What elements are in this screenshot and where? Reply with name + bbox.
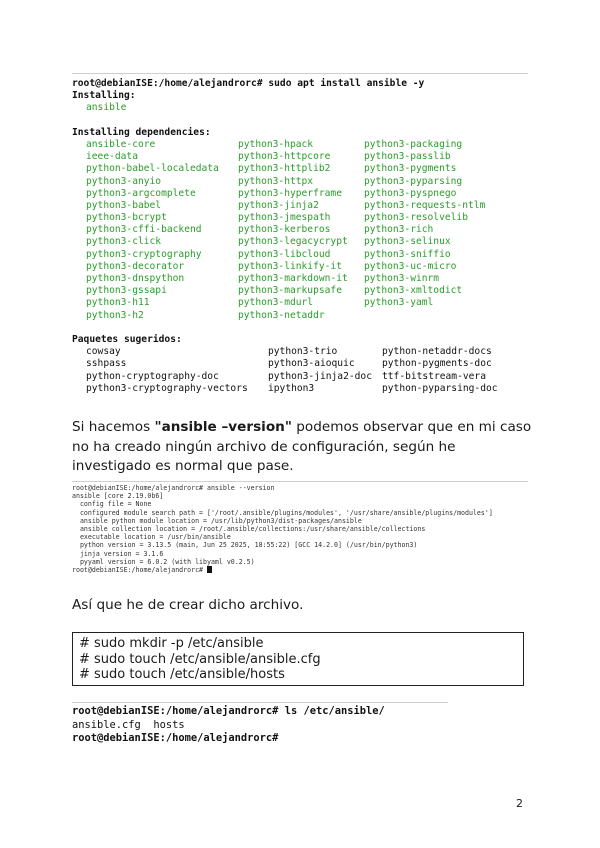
package-name: python-cryptography-doc (86, 370, 219, 382)
package-name: python3-h2 (86, 309, 144, 321)
package-name: ansible-core (86, 138, 156, 150)
package-name: python3-pyspnego (364, 187, 457, 199)
package-name: python3-cryptography-vectors (86, 382, 248, 394)
package-name: python3-trio (268, 346, 338, 358)
package-name: python-pyparsing-doc (382, 382, 498, 394)
package-name: python3-cryptography (86, 248, 202, 260)
paragraph-text-after: podemos observar que en mi caso no ha creado ningún archivo de configuración, según he investigado es normal que pase. (72, 419, 532, 474)
ls-prompt-line: root@debianISE:/home/alejandrorc# ls /etc/ansible/ (72, 705, 385, 717)
version-output-line: pyyaml version = 6.0.2 (with libyaml v0.2.5) (72, 557, 255, 566)
package-name: python3-markupsafe (238, 285, 342, 297)
dependencies-label: Installing dependencies: (72, 126, 211, 138)
package-name: python3-rich (364, 224, 434, 236)
package-name: python3-hpack (238, 138, 314, 150)
terminal-ls (72, 702, 448, 746)
package-name: python3-gssapi (86, 285, 167, 297)
package-row (72, 310, 528, 322)
commands-box (72, 632, 524, 686)
package-name: python3-winrm (364, 273, 440, 284)
package-row (72, 297, 528, 309)
paragraph-create-file: Así que he de crear dicho archivo. (72, 597, 304, 613)
paragraph-version-note (72, 418, 532, 477)
version-final-prompt-line (72, 566, 528, 574)
package-name: python-pygments-doc (382, 358, 492, 370)
package-row (72, 371, 528, 383)
package-name: python3-mdurl (238, 297, 314, 309)
package-name: python3-pygments (364, 163, 457, 175)
package-name: python3-cffi-backend (86, 224, 202, 236)
suggested-list (72, 346, 528, 395)
package-name: cowsay (86, 346, 121, 358)
package-name: python3-requests-ntlm (364, 199, 486, 211)
paragraph-text-before: Si hacemos (72, 419, 155, 435)
version-output-line: ansible [core 2.19.0b6] (72, 492, 164, 501)
package-name: ipython3 (268, 382, 315, 394)
package-name: python3-netaddr (238, 309, 325, 321)
paragraph-command-highlight: "ansible –version" (154, 419, 292, 435)
command-line: # sudo touch /etc/ansible/ansible.cfg (79, 651, 321, 667)
version-output-line: root@debianISE:/home/alejandrorc# ansible --version (72, 484, 275, 492)
package-name: python3-argcomplete (86, 187, 196, 199)
package-name: python3-selinux (364, 236, 451, 248)
package-name: python3-jinja2-doc (268, 370, 372, 382)
package-row (72, 249, 528, 261)
package-row (72, 383, 528, 395)
package-name: ieee-data (86, 151, 138, 163)
package-row (72, 139, 528, 151)
page-number: 2 (516, 797, 523, 810)
version-output-line: ansible collection location = /root/.ansible/collections:/usr/share/ansible/collections (72, 524, 426, 533)
package-name: python3-click (86, 236, 162, 248)
package-name: python3-decorator (86, 260, 185, 272)
package-name: python3-sniffio (364, 248, 451, 260)
version-output-line: configured module search path = ['/root/.ansible/plugins/modules', '/usr/share/ansible/plugins/modules'] (72, 508, 493, 517)
package-name: python3-anyio (86, 175, 162, 187)
installing-label: Installing: (72, 90, 136, 102)
dependencies-list (72, 139, 528, 322)
package-name: python3-bcrypt (86, 212, 167, 224)
package-row (72, 188, 528, 200)
package-name: python3-httplib2 (238, 163, 331, 175)
installing-package: ansible (86, 102, 127, 114)
ls-output-line: ansible.cfg hosts (72, 718, 185, 731)
version-output-line: config file = None (72, 500, 152, 509)
package-name: python3-legacycrypt (238, 236, 348, 248)
package-name: python3-uc-micro (364, 260, 457, 272)
package-name: python3-aioquic (268, 358, 355, 370)
package-name: python3-babel (86, 199, 162, 211)
package-name: python3-httpx (238, 175, 314, 187)
package-name: sshpass (86, 358, 127, 370)
package-row (72, 273, 528, 285)
command-line: # sudo mkdir -p /etc/ansible (79, 636, 264, 651)
version-output-line: executable location = /usr/bin/ansible (72, 533, 231, 542)
command-line: # sudo touch /etc/ansible/hosts (79, 667, 285, 682)
package-name: python3-xmltodict (364, 285, 463, 297)
version-output-line: jinja version = 3.1.6 (72, 549, 164, 558)
package-row (72, 200, 528, 212)
package-name: python3-kerberos (238, 224, 331, 236)
package-name: python3-packaging (364, 138, 463, 150)
version-output-line: ansible python module location = /usr/lib/python3/dist-packages/ansible (72, 516, 362, 525)
package-name: python3-jmespath (238, 212, 331, 224)
terminal-prompt-line: root@debianISE:/home/alejandrorc# sudo apt install ansible -y (72, 78, 425, 89)
package-row (72, 212, 528, 224)
package-name: python3-markdown-it (238, 273, 348, 284)
package-name: python3-h11 (86, 297, 150, 309)
package-name: ttf-bitstream-vera (382, 370, 486, 382)
package-row (72, 151, 528, 163)
package-name: python3-jinja2 (238, 199, 319, 211)
package-row (72, 358, 528, 370)
package-name: python3-libcloud (238, 248, 331, 260)
package-name: python3-dnspython (86, 273, 185, 284)
package-row (72, 285, 528, 297)
cursor-block (207, 566, 212, 573)
terminal-apt-install (72, 73, 528, 395)
version-output-line: python version = 3.13.5 (main, Jun 25 2025, 18:55:22) [GCC 14.2.0] (/usr/bin/python3) (72, 541, 418, 550)
package-name: python-netaddr-docs (382, 346, 492, 358)
package-row (72, 163, 528, 175)
package-name: python3-hyperframe (238, 187, 342, 199)
suggested-label: Paquetes sugeridos: (72, 333, 182, 345)
final-prompt: root@debianISE:/home/alejandrorc# (72, 565, 207, 574)
package-name: python3-resolvelib (364, 212, 468, 224)
package-name: python-babel-localedata (86, 163, 219, 175)
terminal-ansible-version (72, 481, 528, 574)
package-row (72, 236, 528, 248)
package-name: python3-linkify-it (238, 260, 342, 272)
package-row (72, 261, 528, 273)
package-row (72, 176, 528, 188)
package-row (72, 224, 528, 236)
package-name: python3-yaml (364, 297, 434, 309)
package-name: python3-passlib (364, 151, 451, 163)
package-row (72, 346, 528, 358)
package-name: python3-httpcore (238, 151, 331, 163)
version-output (72, 484, 528, 566)
ls-final-prompt: root@debianISE:/home/alejandrorc# (72, 732, 279, 745)
package-name: python3-pyparsing (364, 175, 463, 187)
